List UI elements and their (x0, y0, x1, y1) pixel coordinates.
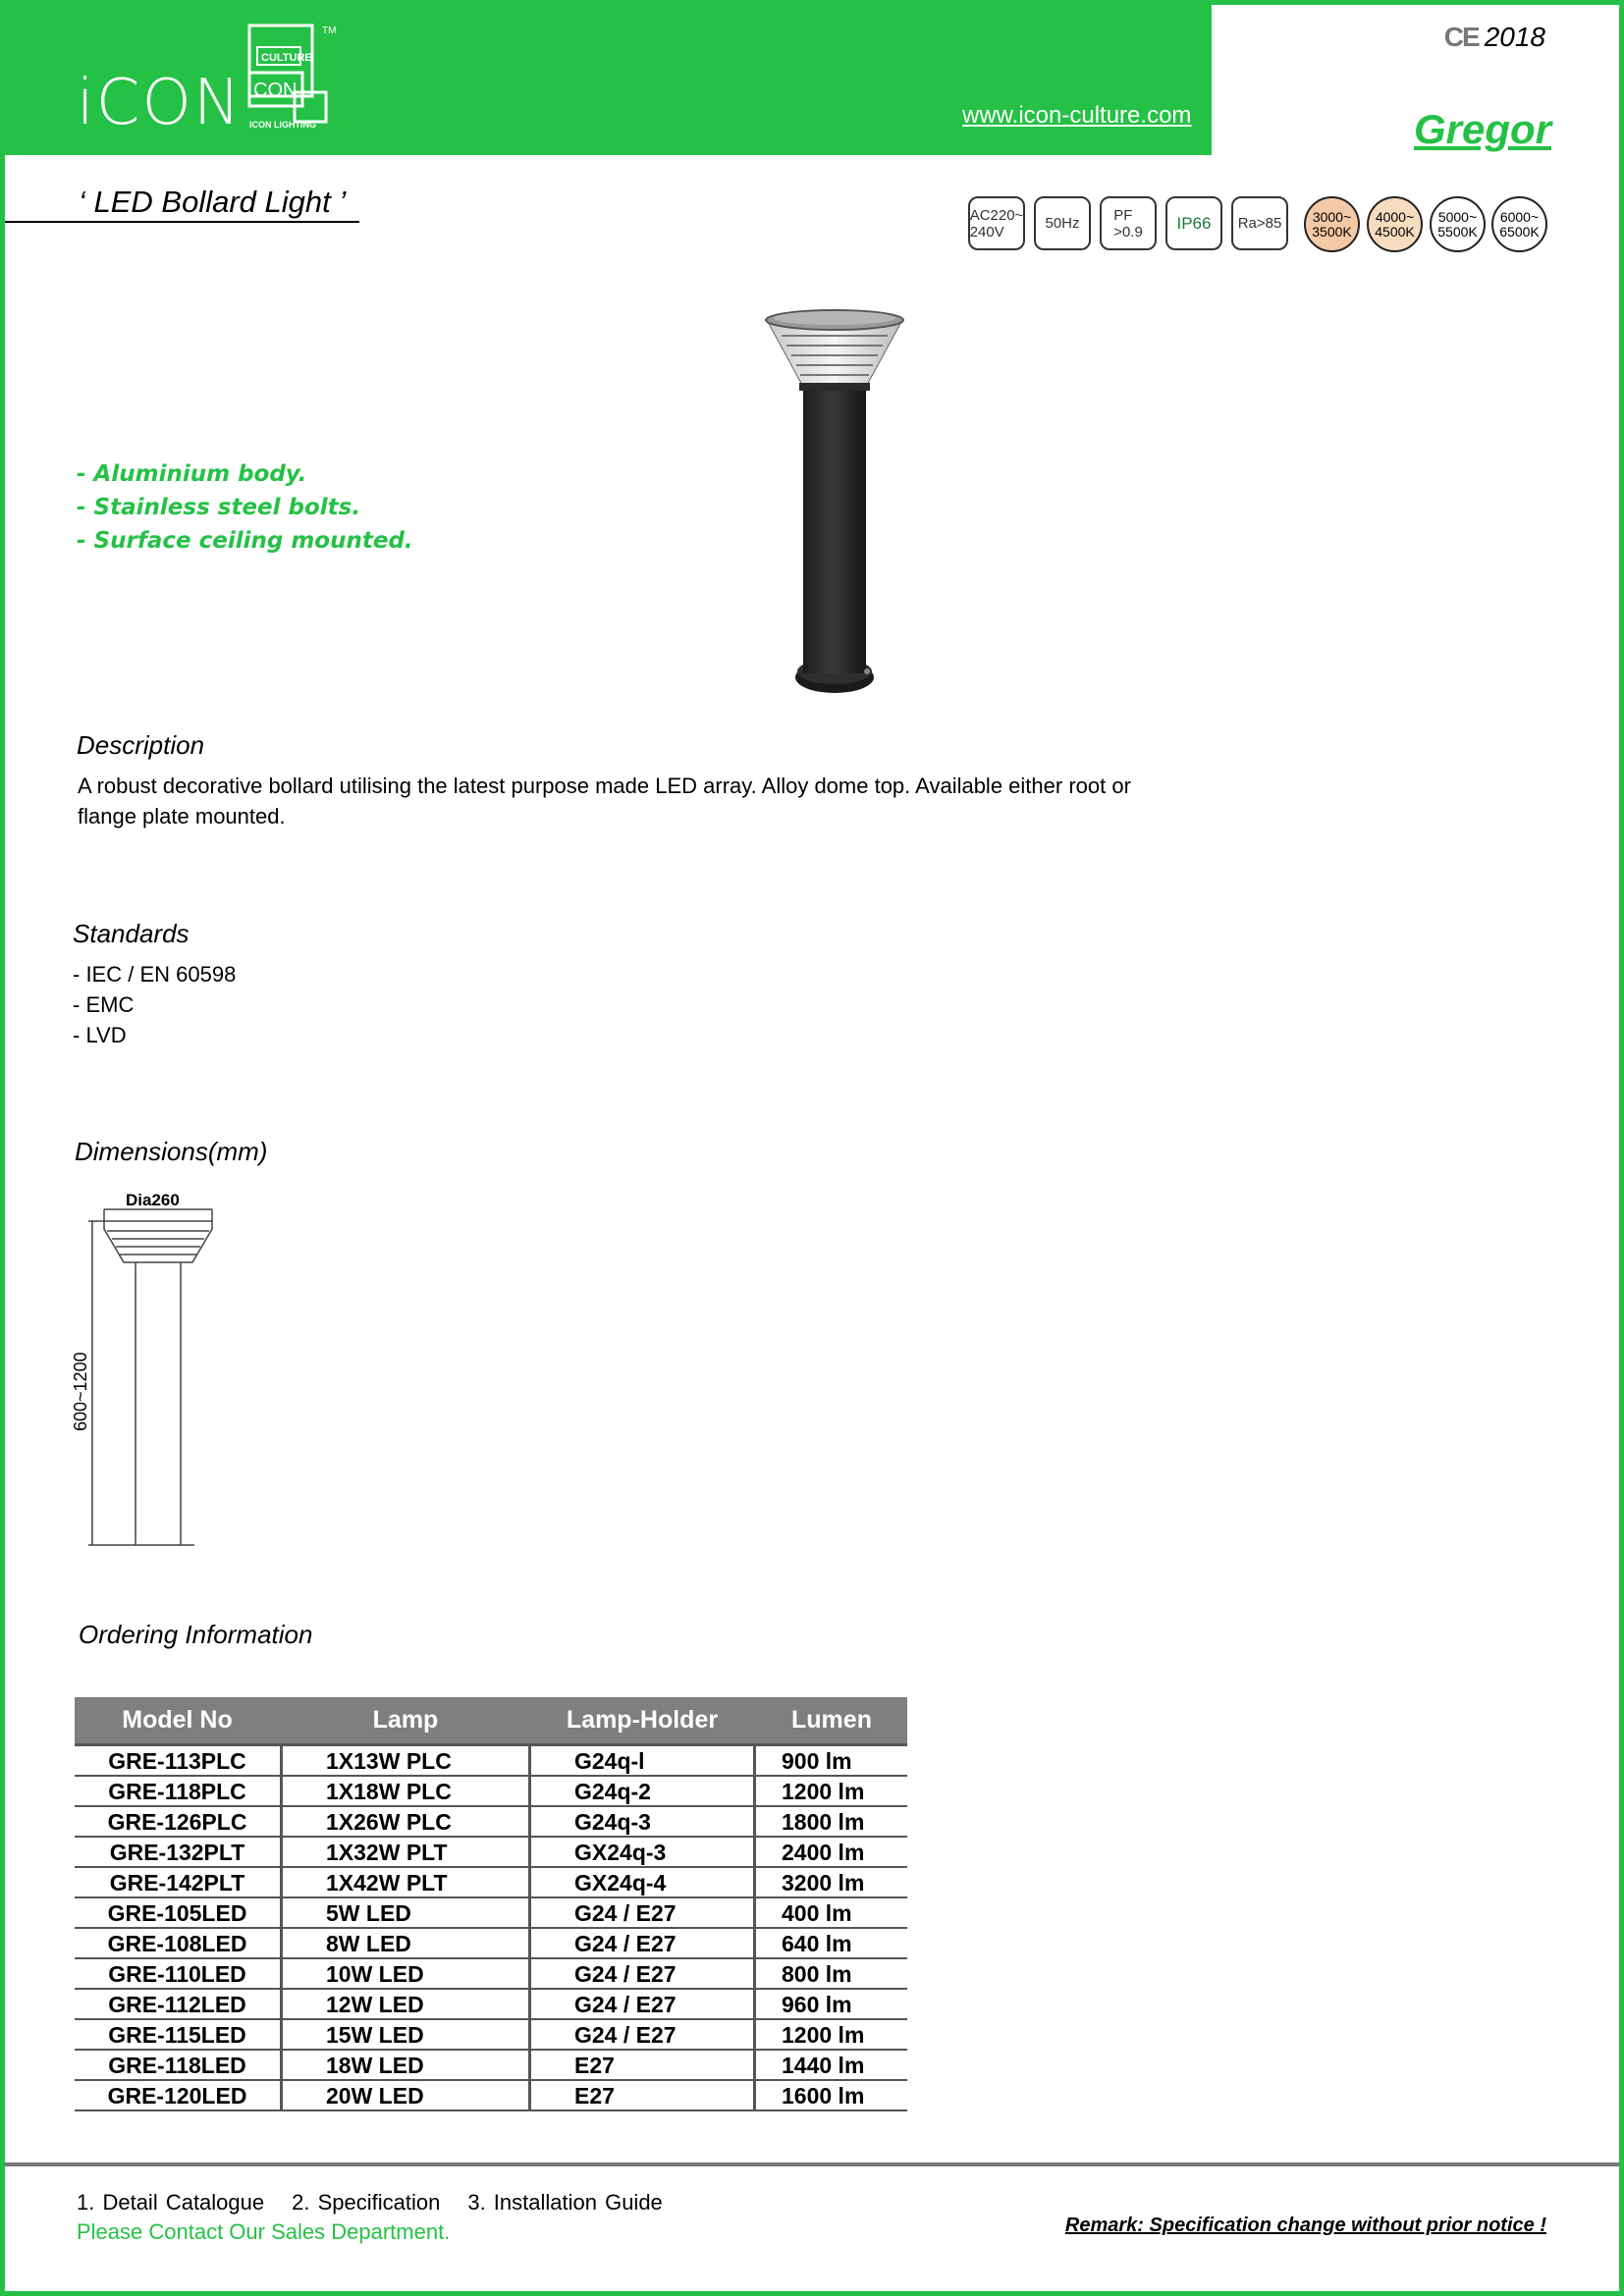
feature-item: - Stainless steel bolts. (77, 495, 361, 520)
model-no-cell: GRE-126PLC (75, 1806, 282, 1837)
brand-logo-mark (245, 22, 353, 132)
lumen-cell: 800 lm (755, 1958, 908, 1989)
lumen-cell: 900 lm (755, 1745, 908, 1777)
lumen-cell: 400 lm (755, 1897, 908, 1928)
table-header-row (75, 1697, 907, 1745)
lamp-cell: 15W LED (282, 2019, 530, 2050)
dimension-drawing (71, 1188, 228, 1561)
title-underline (5, 221, 359, 223)
model-no-cell: GRE-110LED (75, 1958, 282, 1989)
lamp-holder-cell: GX24q-4 (530, 1867, 755, 1897)
bollard-product-image (756, 306, 913, 699)
cct-3000k-badge: 3000~ 3500K (1304, 196, 1360, 252)
logo-mark-tagline: ICON LIGHTING (249, 120, 316, 130)
model-no-cell: GRE-118PLC (75, 1776, 282, 1806)
logo-mark-culture: CULTURE (261, 52, 312, 64)
table-row (75, 1806, 907, 1837)
website-link[interactable]: www.icon-culture.com (962, 102, 1192, 129)
table-row (75, 1867, 907, 1897)
standards-list (73, 959, 236, 1050)
column-header: Lamp-Holder (530, 1697, 755, 1745)
height-label: 600~1200 (71, 1352, 90, 1431)
lamp-cell: 1X32W PLT (282, 1837, 530, 1867)
frequency-badge: 50Hz (1034, 196, 1091, 250)
ce-mark: CE (1443, 22, 1479, 52)
table-row (75, 1776, 907, 1806)
model-no-cell: GRE-120LED (75, 2080, 282, 2110)
lumen-cell: 1800 lm (755, 1806, 908, 1837)
lamp-cell: 1X26W PLC (282, 1806, 530, 1837)
standards-heading: Standards (73, 919, 189, 948)
header-band (0, 0, 1212, 155)
ce-year (1444, 22, 1545, 53)
dimensions-heading: Dimensions(mm) (75, 1137, 268, 1166)
column-header: Model No (75, 1697, 282, 1745)
table-row (75, 1745, 907, 1777)
lamp-holder-cell: G24 / E27 (530, 1928, 755, 1958)
feature-item: - Aluminium body. (77, 461, 307, 487)
lamp-holder-cell: G24q-l (530, 1745, 755, 1777)
table-row (75, 1989, 907, 2019)
brand-logo-text: iCON (77, 67, 243, 139)
lamp-cell: 1X42W PLT (282, 1867, 530, 1897)
lamp-holder-cell: G24 / E27 (530, 2019, 755, 2050)
contact-note: Please Contact Our Sales Department. (77, 2219, 451, 2244)
ordering-table (75, 1697, 907, 2111)
cct-5000k-badge: 5000~ 5500K (1430, 196, 1486, 252)
lumen-cell: 1200 lm (755, 2019, 908, 2050)
cri-badge: Ra>85 (1231, 196, 1288, 250)
product-name: Gregor (1413, 106, 1551, 152)
table-row (75, 1928, 907, 1958)
detail-catalogue-link[interactable]: 1. Detail Catalogue (77, 2190, 265, 2215)
ip-rating-badge: IP66 (1165, 196, 1222, 250)
column-header: Lamp (282, 1697, 530, 1745)
lumen-cell: 3200 lm (755, 1867, 908, 1897)
lamp-holder-cell: G24q-3 (530, 1806, 755, 1837)
lamp-cell: 12W LED (282, 1989, 530, 2019)
description-text (78, 771, 1131, 831)
model-no-cell: GRE-113PLC (75, 1745, 282, 1777)
description-line: A robust decorative bollard utilising the latest purpose made LED array. Alloy dome top. Available either root or (78, 774, 1131, 798)
model-no-cell: GRE-108LED (75, 1928, 282, 1958)
page-title: ‘ LED Bollard Light ’ (79, 185, 347, 219)
lamp-holder-cell: G24 / E27 (530, 1897, 755, 1928)
standard-item: - LVD (73, 1023, 127, 1047)
column-header: Lumen (755, 1697, 908, 1745)
power-factor-badge: PF >0.9 (1100, 196, 1157, 250)
lamp-holder-cell: G24q-2 (530, 1776, 755, 1806)
model-no-cell: GRE-142PLT (75, 1867, 282, 1897)
lamp-cell: 18W LED (282, 2050, 530, 2080)
table-row (75, 2050, 907, 2080)
lamp-holder-cell: G24 / E27 (530, 1958, 755, 1989)
lumen-cell: 1600 lm (755, 2080, 908, 2110)
standard-item: - EMC (73, 992, 135, 1017)
model-no-cell: GRE-112LED (75, 1989, 282, 2019)
lamp-cell: 20W LED (282, 2080, 530, 2110)
ordering-heading: Ordering Information (79, 1620, 313, 1649)
footer-divider (5, 2163, 1619, 2166)
specification-link[interactable]: 2. Specification (292, 2190, 441, 2215)
lamp-cell: 8W LED (282, 1928, 530, 1958)
table-row (75, 1837, 907, 1867)
lamp-holder-cell: GX24q-3 (530, 1837, 755, 1867)
model-no-cell: GRE-115LED (75, 2019, 282, 2050)
lumen-cell: 2400 lm (755, 1837, 908, 1867)
catalogue-year: 2018 (1484, 22, 1545, 52)
lamp-cell: 1X18W PLC (282, 1776, 530, 1806)
lamp-holder-cell: G24 / E27 (530, 1989, 755, 2019)
lamp-cell: 10W LED (282, 1958, 530, 1989)
lumen-cell: 1200 lm (755, 1776, 908, 1806)
model-no-cell: GRE-118LED (75, 2050, 282, 2080)
lumen-cell: 640 lm (755, 1928, 908, 1958)
lumen-cell: 1440 lm (755, 2050, 908, 2080)
feature-list (77, 457, 413, 558)
description-heading: Description (77, 730, 205, 760)
model-no-cell: GRE-105LED (75, 1897, 282, 1928)
table-row (75, 1897, 907, 1928)
voltage-badge: AC220~ 240V (968, 196, 1025, 250)
model-no-cell: GRE-132PLT (75, 1837, 282, 1867)
lumen-cell: 960 lm (755, 1989, 908, 2019)
lamp-holder-cell: E27 (530, 2050, 755, 2080)
feature-item: - Surface ceiling mounted. (77, 528, 413, 554)
cct-4000k-badge: 4000~ 4500K (1367, 196, 1423, 252)
table-row (75, 1958, 907, 1989)
table-row (75, 2019, 907, 2050)
lamp-holder-cell: E27 (530, 2080, 755, 2110)
remark-note: Remark: Specification change without prior notice ! (1064, 2215, 1546, 2236)
trademark-symbol: TM (322, 26, 337, 36)
footer-links (77, 2190, 690, 2216)
logo-mark-con: CON (253, 80, 298, 101)
lamp-cell: 5W LED (282, 1897, 530, 1928)
table-row (75, 2080, 907, 2110)
cct-6000k-badge: 6000~ 6500K (1491, 196, 1547, 252)
installation-guide-link[interactable]: 3. Installation Guide (467, 2190, 663, 2215)
standard-item: - IEC / EN 60598 (73, 962, 237, 987)
diameter-label: Dia260 (126, 1191, 180, 1209)
lamp-cell: 1X13W PLC (282, 1745, 530, 1777)
description-line: flange plate mounted. (78, 804, 286, 828)
